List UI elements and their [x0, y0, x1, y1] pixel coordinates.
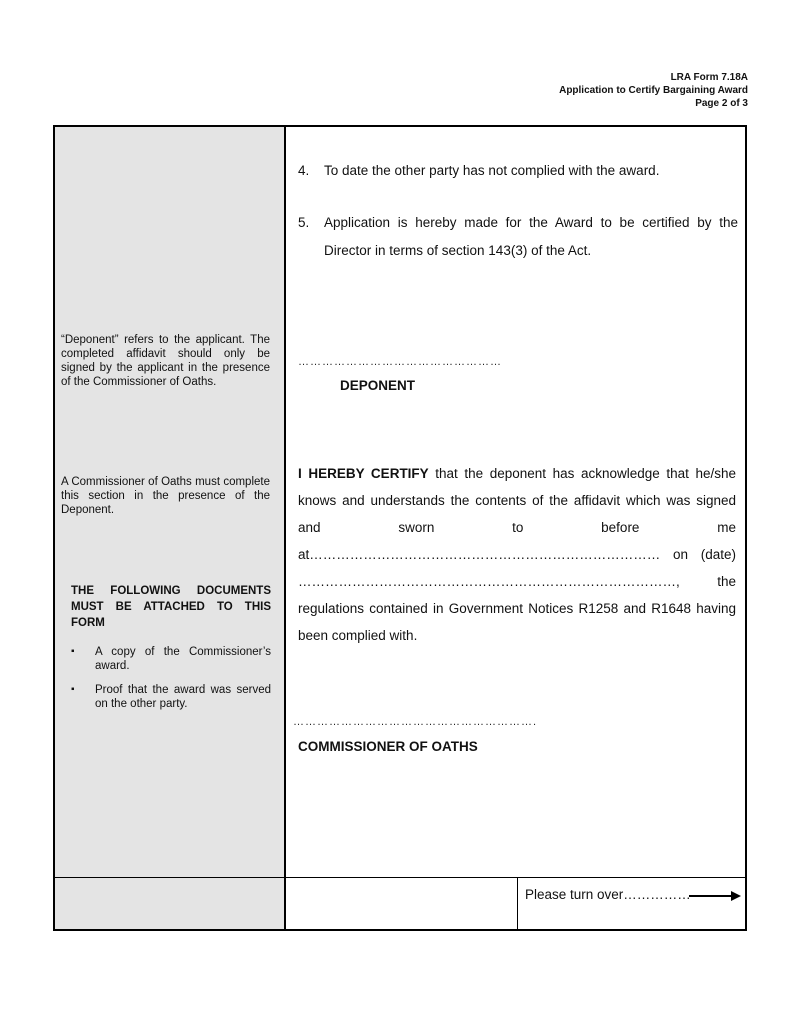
commissioner-note: A Commissioner of Oaths must complete this section in the presence of the Deponent. [61, 476, 270, 516]
certify-lead: I HEREBY CERTIFY [298, 466, 429, 481]
form-frame [53, 125, 747, 931]
please-turn-over: Please turn over…………… [525, 887, 691, 902]
attachments-section [71, 583, 271, 721]
form-title: Application to Certify Bargaining Award [559, 85, 748, 96]
deponent-label: DEPONENT [340, 378, 416, 393]
item-number: 5. [298, 215, 310, 230]
footer-divider [55, 877, 745, 878]
instructions-column [55, 127, 286, 929]
attachments-title: THE FOLLOWING DOCUMENTS MUST BE ATTACHED TO THIS FORM [71, 585, 271, 629]
attachment-item: ▪ Proof that the award was served on the other party. [71, 683, 271, 711]
item-number: 4. [298, 163, 310, 178]
item-text: Application is hereby made for the Award to be certified by the Director in terms of section 143(3) of the Act. [324, 215, 738, 258]
attachments-list [71, 645, 271, 711]
form-header [559, 71, 748, 110]
certification-paragraph [298, 460, 736, 649]
certify-text: that the deponent has acknowledge that he/she knows and understands the contents of the affidavit which was signed and sworn to before me at…………………………………………………………………… on (date) …………………………………………………………………………, the regulations contained in Government Notices R1258 and R1648 having been complied with. [298, 466, 736, 643]
page-number: Page 2 of 3 [695, 98, 748, 109]
deponent-signature-line: …………………………………………… [298, 356, 502, 368]
item-text: To date the other party has not complied with the award. [324, 163, 660, 178]
attachment-item: ▪ A copy of the Commissioner’s award. [71, 645, 271, 673]
right-arrow-icon [689, 890, 741, 902]
deponent-note: “Deponent” refers to the applicant. The completed affidavit should only be signed by the applicant in the presence of the Commissioner of Oaths. [61, 334, 270, 388]
footer-cell-divider [517, 877, 518, 929]
form-number: LRA Form 7.18A [670, 72, 748, 83]
commissioner-signature-line: ……………………………………………………. [293, 716, 538, 728]
commissioner-label: COMMISSIONER OF OATHS [298, 739, 478, 754]
